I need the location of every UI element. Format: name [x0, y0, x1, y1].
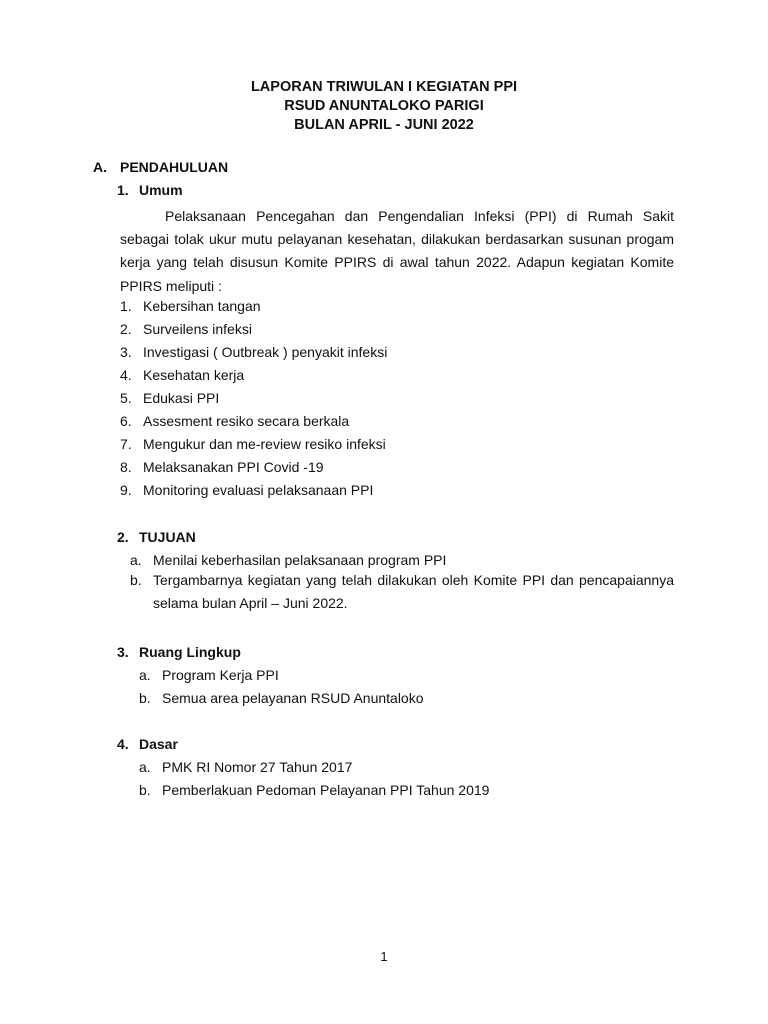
list-item-text: Monitoring evaluasi pelaksanaan PPI [143, 482, 374, 498]
ruang-lingkup-heading: Ruang Lingkup [139, 644, 241, 660]
list-item-text: Tergambarnya kegiatan yang telah dilakukan oleh Komite PPI dan pencapaiannya selama bulan April – Juni 2022. [153, 572, 674, 611]
list-item-text: Pemberlakuan Pedoman Pelayanan PPI Tahun 2019 [162, 782, 490, 798]
list-item-text: Surveilens infeksi [143, 321, 252, 337]
dasar-number: 4. [117, 736, 129, 752]
list-item-text: Semua area pelayanan RSUD Anuntaloko [162, 690, 424, 706]
dasar-heading: Dasar [139, 736, 178, 752]
list-item-number: 5. [120, 390, 132, 406]
list-item-number: 8. [120, 459, 132, 475]
list-item-letter: b. [139, 690, 151, 706]
list-item-number: 1. [120, 298, 132, 314]
list-item-text: Program Kerja PPI [162, 667, 279, 683]
list-item-text: Investigasi ( Outbreak ) penyakit infeksi [143, 344, 388, 360]
list-item-text: Kesehatan kerja [143, 367, 245, 383]
list-item-number: 4. [120, 367, 132, 383]
list-item-number: 2. [120, 321, 132, 337]
list-item-letter: a. [130, 552, 142, 568]
page-number: 1 [380, 949, 388, 964]
list-item [130, 569, 674, 619]
title-line-3: BULAN APRIL - JUNI 2022 [294, 117, 474, 133]
tujuan-number: 2. [117, 529, 129, 545]
list-item-number: 6. [120, 413, 132, 429]
list-item-letter: a. [139, 759, 151, 775]
ruang-lingkup-number: 3. [117, 644, 129, 660]
umum-number: 1. [117, 182, 129, 198]
list-item-text: Mengukur dan me-review resiko infeksi [143, 436, 386, 452]
list-item-number: 7. [120, 436, 132, 452]
list-item-text: Edukasi PPI [143, 390, 220, 406]
list-item-text: Menilai keberhasilan pelaksanaan program PPI [153, 552, 447, 568]
umum-heading: Umum [139, 182, 183, 198]
list-item-letter: b. [139, 782, 151, 798]
section-a-heading: PENDAHULUAN [120, 159, 229, 175]
list-item-number: 9. [120, 482, 132, 498]
section-a-letter: A. [93, 159, 107, 175]
list-item-letter: b. [130, 572, 142, 588]
tujuan-heading: TUJUAN [139, 529, 196, 545]
list-item-text: Melaksanakan PPI Covid -19 [143, 459, 324, 475]
umum-paragraph: Pelaksanaan Pencegahan dan Pengendalian Infeksi (PPI) di Rumah Sakit sebagai tolak ukur mutu pelayanan kesehatan, dilakukan berdasarkan susunan progam kerja yang telah disusun Komite PPIRS di awal tahun 2022. Adapun kegiatan Komite PPIRS meliputi : [120, 208, 674, 294]
list-item-number: 3. [120, 344, 132, 360]
list-item-text: Assesment resiko secara berkala [143, 413, 350, 429]
list-item-text: PMK RI Nomor 27 Tahun 2017 [162, 759, 353, 775]
title-line-1: LAPORAN TRIWULAN I KEGIATAN PPI [250, 79, 518, 95]
list-item-letter: a. [139, 667, 151, 683]
document-title [0, 78, 768, 135]
list-item-text: Kebersihan tangan [143, 298, 261, 314]
title-line-2: RSUD ANUNTALOKO PARIGI [284, 98, 484, 114]
